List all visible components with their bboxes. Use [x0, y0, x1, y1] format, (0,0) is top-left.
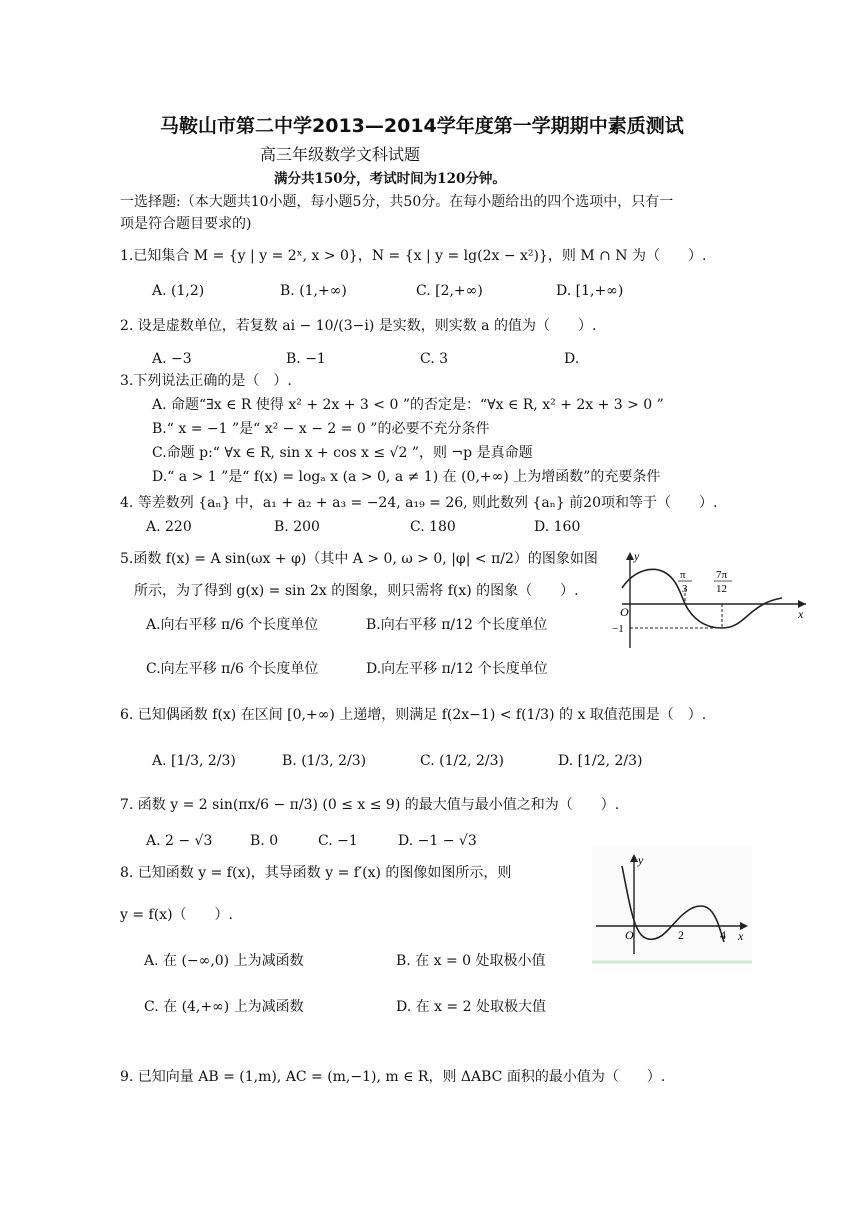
q2-option-b: B. −1 — [286, 351, 326, 367]
q5-tick-pi3-den: 3 — [682, 583, 688, 595]
q3-option-b: B.“ x = −1 ”是“ x² − x − 2 = 0 ”的必要不充分条件 — [152, 421, 490, 437]
score-note: 满分共150分，考试时间为120分钟。 — [274, 171, 506, 187]
q8-stem-line1: 8. 已知函数 y = f(x)，其导函数 y = f′(x) 的图像如图所示，则 — [120, 865, 512, 881]
q8-y-axis-label: y — [638, 853, 644, 867]
q5-y-tick-minus1: −1 — [612, 623, 624, 635]
exam-title: 马鞍山市第二中学2013—2014学年度第一学期期中素质测试 — [160, 115, 684, 137]
q4-option-a: A. 220 — [146, 519, 192, 535]
q1-option-b: B. (1,+∞) — [280, 283, 347, 299]
q6-stem: 6. 已知偶函数 f(x) 在区间 [0,+∞) 上递增，则满足 f(2x−1) < f(1/3) 的 x 取值范围是（ ）. — [120, 707, 707, 723]
q8-derivative-graph — [592, 846, 752, 964]
q8-option-d: D. 在 x = 2 处取极大值 — [396, 999, 546, 1015]
q6-option-d: D. [1/2, 2/3) — [558, 753, 643, 769]
q7-stem: 7. 函数 y = 2 sin(πx/6 − π/3) (0 ≤ x ≤ 9) 的最大值与最小值之和为（ ）. — [120, 797, 620, 813]
q5-option-c: C.向左平移 π/6 个长度单位 — [146, 661, 319, 677]
q5-stem-line1: 5.函数 f(x) = A sin(ωx + φ)（其中 A > 0, ω > 0, |φ| < π/2）的图象如图 — [120, 551, 598, 567]
q6-option-a: A. [1/3, 2/3) — [152, 753, 236, 769]
q3-option-c: C.命题 p:“ ∀x ∈ R, sin x + cos x ≤ √2 ”，则 ¬p 是真命题 — [152, 445, 533, 461]
q7-option-d: D. −1 − √3 — [398, 833, 477, 849]
q2-option-d: D. — [564, 351, 580, 367]
q8-tick-2: 2 — [678, 928, 684, 942]
q2-stem: 2. 设是虚数单位，若复数 ai − 10/(3−i) 是实数，则实数 a 的值为（ ）. — [120, 318, 597, 334]
q5-option-d: D.向左平移 π/12 个长度单位 — [366, 661, 548, 677]
q8-origin-label: O — [625, 928, 634, 942]
q5-tick-7pi12-num: 7π — [716, 569, 728, 581]
q5-sine-graph — [612, 548, 812, 653]
q5-option-b: B.向右平移 π/12 个长度单位 — [366, 617, 548, 633]
q5-tick-pi3-num: π — [680, 569, 686, 581]
q5-tick-7pi12-den: 12 — [716, 583, 727, 595]
q5-x-axis-label: x — [798, 607, 804, 621]
q6-option-c: C. (1/2, 2/3) — [420, 753, 504, 769]
q8-tick-4: 4 — [720, 928, 726, 942]
q7-option-a: A. 2 − √3 — [146, 833, 213, 849]
q4-option-b: B. 200 — [274, 519, 320, 535]
q1-option-c: C. [2,+∞) — [416, 283, 483, 299]
q3-option-d: D.“ a > 1 ”是“ f(x) = logₐ x (a > 0, a ≠ 1) 在 (0,+∞) 上为增函数”的充要条件 — [152, 469, 661, 485]
q5-option-a: A.向右平移 π/6 个长度单位 — [146, 617, 319, 633]
q8-option-b: B. 在 x = 0 处取极小值 — [396, 953, 546, 969]
q3-stem: 3.下列说法正确的是（ ）. — [120, 373, 292, 389]
q1-stem: 1.已知集合 M = {y | y = 2ˣ, x > 0}，N = {x | y = lg(2x − x²)}，则 M ∩ N 为（ ）. — [120, 248, 707, 264]
q6-option-b: B. (1/3, 2/3) — [282, 753, 367, 769]
q8-option-c: C. 在 (4,+∞) 上为减函数 — [144, 999, 304, 1015]
q3-option-a: A. 命题“∃x ∈ R 使得 x² + 2x + 3 < 0 ”的否定是：“∀x ∈ R, x² + 2x + 3 > 0 ” — [152, 397, 664, 413]
q5-origin-label: O — [620, 605, 629, 619]
q8-option-a: A. 在 (−∞,0) 上为减函数 — [144, 953, 304, 969]
q8-stem-line2: y = f(x)（ ）. — [120, 907, 233, 923]
q9-stem: 9. 已知向量 AB = (1,m), AC = (m,−1), m ∈ R，则 ΔABC 面积的最小值为（ ）. — [120, 1069, 666, 1085]
q7-option-c: C. −1 — [318, 833, 358, 849]
exam-subtitle: 高三年级数学文科试题 — [260, 145, 421, 164]
q2-option-a: A. −3 — [152, 351, 192, 367]
section-instructions-line1: 一选择题:（本大题共10小题，每小题5分，共50分。在每小题给出的四个选项中，只有一 — [120, 194, 674, 210]
section-instructions-line2: 项是符合题目要求的) — [120, 216, 252, 232]
q4-option-d: D. 160 — [534, 519, 581, 535]
q8-x-axis-label: x — [738, 929, 744, 943]
q7-option-b: B. 0 — [250, 833, 279, 849]
q5-stem-line2: 所示，为了得到 g(x) = sin 2x 的图象，则只需将 f(x) 的图象（ ）. — [134, 583, 579, 599]
q1-option-d: D. [1,+∞) — [556, 283, 624, 299]
q1-option-a: A. (1,2) — [152, 283, 205, 299]
q4-option-c: C. 180 — [410, 519, 456, 535]
q5-y-axis-label: y — [634, 549, 640, 563]
q4-stem: 4. 等差数列 {aₙ} 中，a₁ + a₂ + a₃ = −24, a₁₉ = 26, 则此数列 {aₙ} 前20项和等于（ ）. — [120, 495, 718, 511]
q2-option-c: C. 3 — [420, 351, 449, 367]
